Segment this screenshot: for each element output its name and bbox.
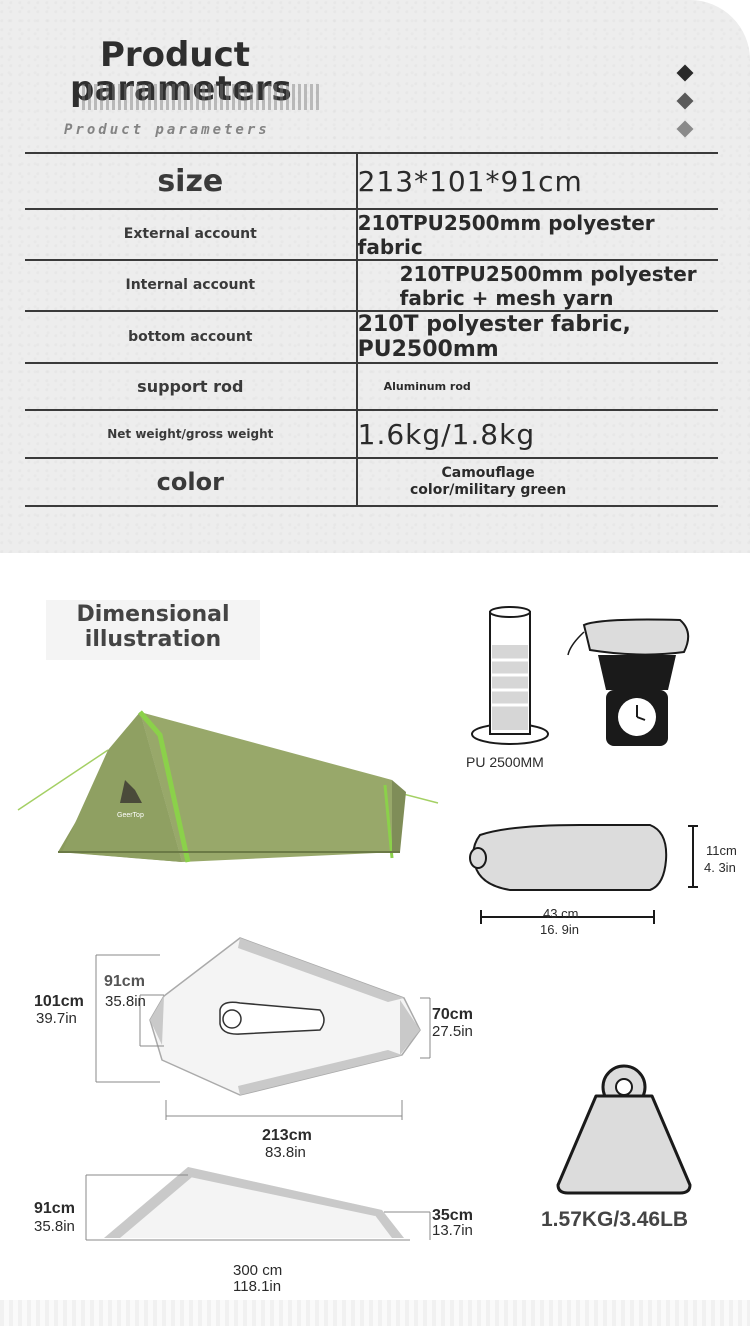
tent-brand-label: GeerTop [117,812,144,819]
row-value: 210TPU2500mm polyester fabric + mesh yarn [357,260,718,311]
row-value: Aluminum rod [357,363,718,410]
row-value: 1.6kg/1.8kg [357,410,718,458]
row-value: Camouflage color/military green [409,465,567,498]
top-length-in: 83.8in [265,1144,306,1161]
waterproof-label: PU 2500MM [466,754,544,770]
top-width-in: 39.7in [36,1010,77,1027]
packed-bag-icon [470,825,698,924]
side-height-cm: 91cm [34,1200,75,1217]
row-label: Net weight/gross weight [25,410,357,458]
row-label: size [25,153,357,209]
row-label: Internal account [25,260,357,311]
row-value: 213*101*91cm [357,153,718,209]
top-inner-width-cm: 91cm [104,973,145,990]
top-end-width-in: 27.5in [432,1023,473,1040]
params-subtitle: Product parameters [64,122,270,138]
row-label: bottom account [25,311,357,363]
tent-illustration [18,712,438,862]
row-label: color [25,458,357,506]
row-label: External account [25,209,357,260]
packed-length-in: 16. 9in [540,922,580,937]
weight-icon [558,1066,690,1193]
bottom-texture [0,1300,750,1326]
packed-diameter-cm: 11cm [706,843,737,858]
packed-diameter-in: 4. 3in [704,860,736,875]
side-end-height-in: 13.7in [432,1222,473,1239]
row-label: support rod [25,363,357,410]
params-title: Product parameters [70,35,292,109]
side-length-cm: 300 cm [233,1262,283,1279]
row-value: 210TPU2500mm polyester fabric [357,209,718,260]
top-view-diagram [96,938,430,1120]
side-view-diagram [86,1167,430,1240]
side-end-height-cm: 35cm [432,1207,473,1224]
row-value: 210T polyester fabric, PU2500mm [357,311,718,363]
weight-label: 1.57KG/3.46LB [541,1208,689,1231]
top-end-width-cm: 70cm [432,1006,473,1023]
packed-length-cm: 43 cm [543,906,579,921]
waterproof-icon [472,607,548,744]
top-length-cm: 213cm [262,1127,312,1144]
scale-icon [568,620,688,746]
dimensional-title: Dimensional illustration [46,600,260,660]
side-length-in: 118.1in [233,1278,282,1295]
side-height-in: 35.8in [34,1218,75,1235]
top-width-cm: 101cm [34,993,84,1010]
top-inner-width-in: 35.8in [105,993,146,1010]
